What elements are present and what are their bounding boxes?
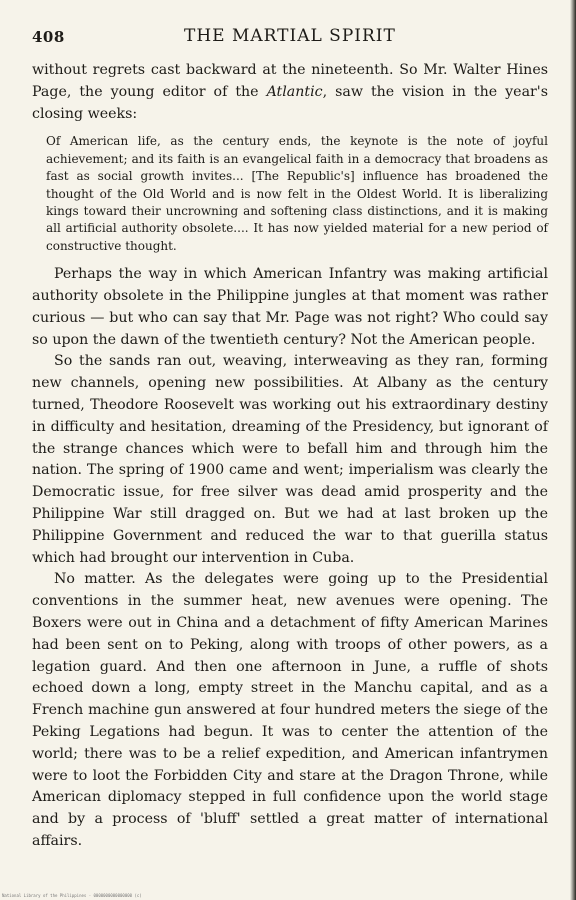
library-scan-stamp: National Library of the Philippines · 0000000000000000 (c) (2, 893, 142, 898)
paragraph-sands-ran-out: So the sands ran out, weaving, interweaving as they ran, forming new channels, opening new possibilities. At Albany as the century turned, Theodore Roosevelt was working out his extraordinary destiny in difficulty and hesitation, dreaming of the Presidency, but ignorant of the strange chances which were to befall him and through him the nation. The spring of 1900 came and went; imperialism was clearly the Democratic issue, for free silver was dead amid prosperity and the Philippine War still dragged on. But we had at last broken up the Philippine Government and reduced the war to that guerilla status which had brought our intervention in Cuba. (32, 353, 548, 566)
paragraph-text-end: , saw the vision in the year's closing weeks: (32, 83, 548, 122)
running-head: THE MARTIAL SPIRIT (184, 26, 396, 46)
paragraph-page-right: Perhaps the way in which American Infantry was making artificial authority obsolete in the Philippine jungles at that moment was rather curious — but who can say that Mr. Page was not right? Who could say so upon the dawn of the twentieth century? Not the American people. (32, 266, 548, 348)
paragraph-text: without regrets cast backward at the nineteenth. So Mr. Walter Hines Page, the young editor of the (32, 62, 548, 100)
magazine-title: Atlantic (266, 83, 323, 100)
paragraph-continuation (32, 60, 548, 125)
page-number: 408 (32, 28, 65, 46)
book-page (32, 22, 548, 853)
page-binding-edge (570, 0, 576, 900)
block-quote: Of American life, as the century ends, the keynote is the note of joyful achievement; and its faith is an evangelical faith in a democracy that broadens as fast as social growth invites... [The Republic's] influence has broadened the thought of the Old World and is now felt in the Oldest World. It is liberalizing kings toward their uncrowning and softening class distinctions, and it is making all artificial authority obsolete.... It has now yielded material for a new period of constructive thought. (46, 134, 548, 253)
paragraph-no-matter: No matter. As the delegates were going up to the Presidential conventions in the summer heat, new avenues were opening. The Boxers were out in China and a detachment of fifty American Marines had been sent on to Peking, along with troops of other powers, as a legation guard. And then one afternoon in June, a ruffle of shots echoed down a long, empty street in the Manchu capital, and as a French machine gun answered at four hundred meters the siege of the Peking Legations had begun. It was to center the attention of the world; there was to be a relief expedition, and American infantrymen were to loot the Forbidden City and stare at the Dragon Throne, while American diplomacy stepped in full confidence upon the world stage and by a process of 'bluff' settled a great matter of international affairs. (32, 571, 548, 849)
page-header (32, 22, 548, 48)
